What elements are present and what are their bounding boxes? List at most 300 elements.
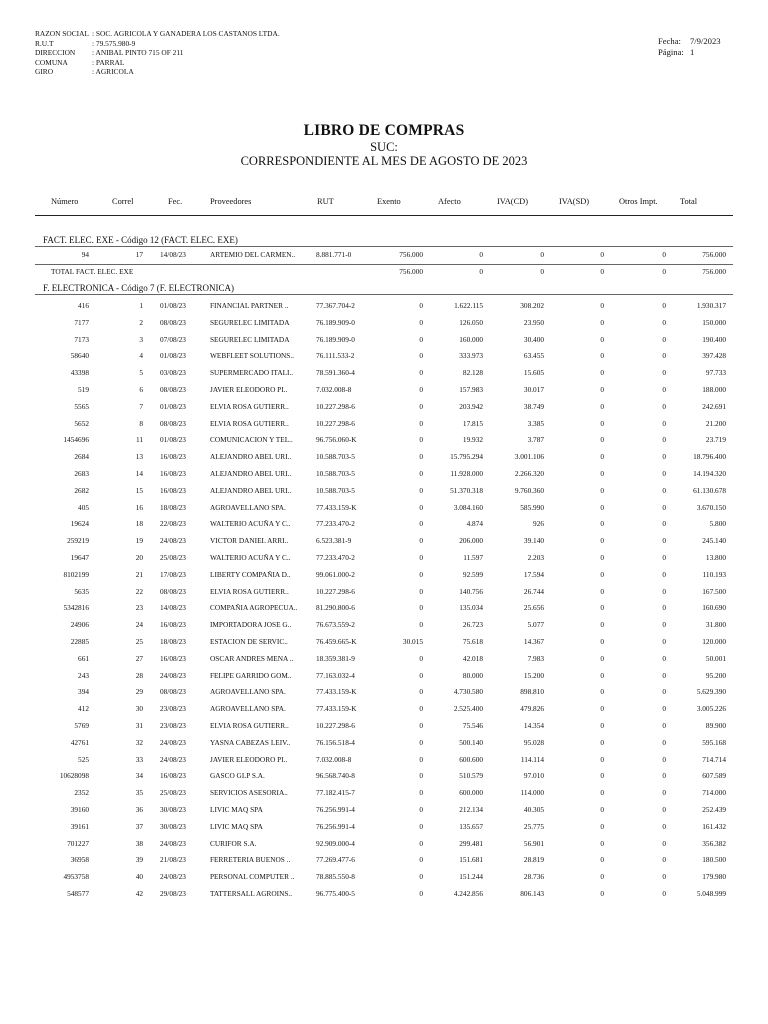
cell-afecto: 1.622.115 bbox=[454, 301, 483, 310]
cell-exento: 0 bbox=[419, 687, 423, 697]
cell-numero: 548577 bbox=[67, 889, 89, 898]
cell-total: 21.200 bbox=[705, 418, 726, 428]
cell-correl: 27 bbox=[135, 653, 143, 663]
cell-total: 356.382 bbox=[702, 838, 726, 848]
pagina-value: 1 bbox=[690, 47, 695, 57]
total-exento: 756.000 bbox=[399, 267, 423, 276]
cell-afecto: 2.525.400 bbox=[453, 704, 483, 714]
cell-exento: 0 bbox=[419, 301, 423, 310]
cell-fecha: 23/08/23 bbox=[160, 704, 186, 714]
cell-afecto: 140.756 bbox=[459, 586, 483, 596]
cell-iva-sd: 0 bbox=[600, 368, 604, 378]
cell-rut: 10.227.298-6 bbox=[316, 721, 355, 730]
cell-proveedor: COMUNICACION Y TEL.. bbox=[210, 435, 293, 445]
cell-proveedor: ELVIA ROSA GUTIERR.. bbox=[210, 586, 289, 596]
cell-iva-cd: 898.810 bbox=[520, 687, 544, 697]
cell-exento: 0 bbox=[419, 771, 423, 781]
cell-otros: 0 bbox=[662, 704, 666, 714]
cell-total: 180.500 bbox=[702, 855, 726, 865]
cell-rut: 7.032.008-8 bbox=[316, 754, 352, 764]
cell-exento: 30.015 bbox=[402, 637, 423, 646]
cell-exento: 0 bbox=[419, 737, 423, 747]
cell-total: 97.733 bbox=[705, 368, 726, 378]
cell-afecto: 15.795.294 bbox=[450, 452, 483, 462]
cell-correl: 7 bbox=[139, 401, 143, 411]
cell-rut: 77.433.159-K bbox=[316, 704, 357, 714]
cell-correl: 30 bbox=[135, 704, 143, 714]
cell-numero: 8102199 bbox=[63, 569, 89, 579]
cell-exento: 0 bbox=[419, 452, 423, 462]
cell-iva-sd: 0 bbox=[600, 721, 604, 730]
cell-correl: 21 bbox=[135, 569, 143, 579]
total-total: 756.000 bbox=[702, 267, 726, 276]
cell-correl: 1 bbox=[139, 301, 143, 310]
cell-numero: 1454696 bbox=[63, 435, 89, 445]
cell-correl: 17 bbox=[135, 250, 143, 259]
cell-total: 607.589 bbox=[702, 771, 726, 781]
table-row bbox=[0, 670, 768, 682]
cell-iva-sd: 0 bbox=[600, 435, 604, 445]
cell-fecha: 30/08/23 bbox=[160, 821, 186, 831]
cell-proveedor: AGROAVELLANO SPA. bbox=[210, 687, 286, 697]
table-row bbox=[0, 636, 768, 648]
cell-exento: 756.000 bbox=[399, 250, 423, 259]
cell-otros: 0 bbox=[662, 536, 666, 546]
col-numero: Número bbox=[51, 197, 79, 206]
pagina-label: Página: bbox=[658, 47, 684, 57]
cell-afecto: 151.681 bbox=[459, 855, 483, 865]
cell-afecto: 19.932 bbox=[462, 435, 483, 445]
cell-total: 50.001 bbox=[705, 653, 726, 663]
cell-iva-sd: 0 bbox=[600, 687, 604, 697]
cell-fecha: 08/08/23 bbox=[160, 418, 186, 428]
cell-otros: 0 bbox=[662, 418, 666, 428]
cell-rut: 92.909.000-4 bbox=[316, 838, 355, 848]
cell-iva-cd: 26.744 bbox=[523, 586, 544, 596]
cell-exento: 0 bbox=[419, 485, 423, 495]
cell-total: 167.500 bbox=[702, 586, 726, 596]
cell-otros: 0 bbox=[662, 250, 666, 259]
cell-correl: 24 bbox=[135, 620, 143, 630]
cell-exento: 0 bbox=[419, 821, 423, 831]
cell-proveedor: SUPERMERCADO ITALI.. bbox=[210, 368, 294, 378]
cell-numero: 7177 bbox=[74, 317, 89, 327]
cell-proveedor: PERSONAL COMPUTER .. bbox=[210, 872, 295, 882]
cell-afecto: 600.600 bbox=[459, 754, 483, 764]
cell-correl: 42 bbox=[135, 889, 143, 898]
cell-afecto: 333.973 bbox=[459, 351, 483, 361]
cell-fecha: 25/08/23 bbox=[160, 553, 186, 562]
cell-proveedor: ELVIA ROSA GUTIERR.. bbox=[210, 401, 289, 411]
cell-iva-cd: 14.367 bbox=[523, 637, 544, 646]
cell-correl: 3 bbox=[139, 334, 143, 344]
cell-numero: 36958 bbox=[70, 855, 89, 865]
cell-total: 5.629.390 bbox=[696, 687, 726, 697]
cell-numero: 259219 bbox=[67, 536, 89, 546]
cell-proveedor: ELVIA ROSA GUTIERR.. bbox=[210, 721, 289, 730]
cell-exento: 0 bbox=[419, 788, 423, 798]
cell-otros: 0 bbox=[662, 502, 666, 512]
cell-iva-cd: 2.203 bbox=[527, 553, 544, 562]
cell-proveedor: SEGURELEC LIMITADA bbox=[210, 334, 290, 344]
table-row bbox=[0, 317, 768, 329]
cell-otros: 0 bbox=[662, 737, 666, 747]
cell-fecha: 16/08/23 bbox=[160, 469, 186, 478]
cell-afecto: 75.546 bbox=[462, 721, 483, 730]
cell-exento: 0 bbox=[419, 317, 423, 327]
table-row bbox=[0, 350, 768, 362]
cell-numero: 43398 bbox=[70, 368, 89, 378]
table-row bbox=[0, 535, 768, 547]
cell-otros: 0 bbox=[662, 855, 666, 865]
cell-exento: 0 bbox=[419, 569, 423, 579]
cell-otros: 0 bbox=[662, 821, 666, 831]
cell-iva-sd: 0 bbox=[600, 788, 604, 798]
cell-exento: 0 bbox=[419, 418, 423, 428]
cell-fecha: 01/08/23 bbox=[160, 401, 186, 411]
cell-fecha: 18/08/23 bbox=[160, 502, 186, 512]
cell-correl: 15 bbox=[135, 485, 143, 495]
cell-correl: 20 bbox=[135, 553, 143, 562]
cell-numero: 5565 bbox=[74, 401, 89, 411]
cell-exento: 0 bbox=[419, 435, 423, 445]
cell-exento: 0 bbox=[419, 620, 423, 630]
cell-iva-cd: 3.385 bbox=[527, 418, 544, 428]
cell-rut: 77.233.470-2 bbox=[316, 553, 355, 562]
company-info-label: RAZON SOCIAL bbox=[35, 29, 89, 38]
cell-exento: 0 bbox=[419, 603, 423, 613]
table-row bbox=[0, 300, 768, 312]
cell-rut: 78.885.550-8 bbox=[316, 872, 355, 882]
cell-afecto: 151.244 bbox=[459, 872, 483, 882]
cell-total: 18.796.400 bbox=[693, 452, 726, 462]
cell-rut: 76.256.991-4 bbox=[316, 805, 355, 814]
table-row bbox=[0, 720, 768, 732]
table-row bbox=[0, 502, 768, 514]
cell-afecto: 135.657 bbox=[459, 821, 483, 831]
cell-proveedor: ALEJANDRO ABEL URI.. bbox=[210, 469, 292, 478]
cell-iva-cd: 926 bbox=[533, 519, 544, 529]
section1-total-row bbox=[0, 266, 768, 278]
cell-iva-sd: 0 bbox=[600, 704, 604, 714]
cell-iva-cd: 7.983 bbox=[527, 653, 544, 663]
cell-proveedor: LIBERTY COMPAÑIA D.. bbox=[210, 569, 291, 579]
cell-proveedor: SERVICIOS ASESORIA.. bbox=[210, 788, 288, 798]
cell-total: 160.690 bbox=[702, 603, 726, 613]
cell-otros: 0 bbox=[662, 401, 666, 411]
cell-iva-sd: 0 bbox=[600, 838, 604, 848]
cell-iva-sd: 0 bbox=[600, 536, 604, 546]
cell-iva-cd: 28.819 bbox=[523, 855, 544, 865]
section1-total-rule bbox=[35, 264, 733, 265]
cell-otros: 0 bbox=[662, 603, 666, 613]
cell-fecha: 24/08/23 bbox=[160, 536, 186, 546]
cell-iva-sd: 0 bbox=[600, 301, 604, 310]
cell-rut: 76.459.665-K bbox=[316, 637, 357, 646]
cell-exento: 0 bbox=[419, 334, 423, 344]
cell-total: 23.719 bbox=[705, 435, 726, 445]
cell-proveedor: WEBFLEET SOLUTIONS.. bbox=[210, 351, 294, 361]
cell-rut: 76.111.533-2 bbox=[316, 351, 355, 361]
company-info-row bbox=[35, 39, 280, 49]
cell-otros: 0 bbox=[662, 469, 666, 478]
cell-total: 188.000 bbox=[702, 385, 726, 394]
cell-numero: 2684 bbox=[74, 452, 89, 462]
cell-proveedor: JAVIER ELEODORO PI.. bbox=[210, 754, 288, 764]
cell-iva-sd: 0 bbox=[600, 754, 604, 764]
cell-correl: 13 bbox=[135, 452, 143, 462]
cell-otros: 0 bbox=[662, 721, 666, 730]
cell-proveedor: ALEJANDRO ABEL URI.. bbox=[210, 452, 292, 462]
cell-total: 245.140 bbox=[702, 536, 726, 546]
table-row bbox=[0, 871, 768, 883]
cell-afecto: 75.618 bbox=[462, 637, 483, 646]
cell-total: 397.428 bbox=[702, 351, 726, 361]
table-row bbox=[0, 619, 768, 631]
cell-iva-sd: 0 bbox=[600, 603, 604, 613]
company-info-value: : SOC. AGRICOLA Y GANADERA LOS CASTANOS LTDA. bbox=[92, 29, 280, 38]
col-proveedores: Proveedores bbox=[210, 197, 252, 206]
cell-total: 161.432 bbox=[702, 821, 726, 831]
cell-fecha: 01/08/23 bbox=[160, 435, 186, 445]
cell-afecto: 11.928.000 bbox=[450, 469, 483, 478]
cell-correl: 4 bbox=[139, 351, 143, 361]
cell-otros: 0 bbox=[662, 653, 666, 663]
cell-iva-sd: 0 bbox=[600, 586, 604, 596]
table-row bbox=[0, 821, 768, 833]
table-row bbox=[0, 451, 768, 463]
cell-numero: 5342816 bbox=[63, 603, 89, 613]
cell-iva-sd: 0 bbox=[600, 502, 604, 512]
cell-iva-sd: 0 bbox=[600, 889, 604, 898]
cell-exento: 0 bbox=[419, 704, 423, 714]
section2-rule bbox=[35, 294, 733, 295]
cell-numero: 5635 bbox=[74, 586, 89, 596]
cell-rut: 96.775.400-5 bbox=[316, 889, 355, 898]
cell-otros: 0 bbox=[662, 620, 666, 630]
cell-rut: 77.433.159-K bbox=[316, 502, 357, 512]
cell-otros: 0 bbox=[662, 385, 666, 394]
cell-proveedor: CURIFOR S.A. bbox=[210, 838, 257, 848]
table-row bbox=[0, 485, 768, 497]
cell-numero: 701227 bbox=[67, 838, 89, 848]
total-iva-sd: 0 bbox=[600, 267, 604, 276]
cell-total: 5.048.999 bbox=[696, 889, 726, 898]
cell-rut: 7.032.008-8 bbox=[316, 385, 352, 394]
cell-proveedor: JAVIER ELEODORO PI.. bbox=[210, 385, 288, 394]
cell-rut: 10.227.298-6 bbox=[316, 401, 355, 411]
cell-iva-sd: 0 bbox=[600, 637, 604, 646]
table-row bbox=[0, 737, 768, 749]
cell-iva-sd: 0 bbox=[600, 855, 604, 865]
cell-iva-sd: 0 bbox=[600, 401, 604, 411]
cell-iva-cd: 479.826 bbox=[520, 704, 544, 714]
cell-numero: 39161 bbox=[70, 821, 89, 831]
cell-total: 14.194.320 bbox=[693, 469, 726, 478]
cell-iva-cd: 2.266.320 bbox=[514, 469, 544, 478]
company-info bbox=[35, 29, 280, 77]
cell-numero: 58640 bbox=[70, 351, 89, 361]
cell-afecto: 299.481 bbox=[459, 838, 483, 848]
cell-exento: 0 bbox=[419, 872, 423, 882]
cell-afecto: 80.000 bbox=[462, 670, 483, 680]
cell-iva-cd: 25.656 bbox=[523, 603, 544, 613]
table-row bbox=[0, 888, 768, 900]
cell-afecto: 206.000 bbox=[459, 536, 483, 546]
cell-proveedor: COMPAÑIA AGROPECUA.. bbox=[210, 603, 298, 613]
cell-afecto: 42.018 bbox=[462, 653, 483, 663]
total-label: TOTAL bbox=[51, 267, 75, 276]
cell-iva-sd: 0 bbox=[600, 771, 604, 781]
table-row bbox=[0, 653, 768, 665]
cell-otros: 0 bbox=[662, 519, 666, 529]
cell-iva-sd: 0 bbox=[600, 569, 604, 579]
cell-iva-cd: 28.736 bbox=[523, 872, 544, 882]
cell-correl: 22 bbox=[135, 586, 143, 596]
total-afecto: 0 bbox=[479, 267, 483, 276]
cell-rut: 77.433.159-K bbox=[316, 687, 357, 697]
cell-proveedor: ESTACION DE SERVIC.. bbox=[210, 637, 288, 646]
cell-exento: 0 bbox=[419, 401, 423, 411]
cell-total: 89.900 bbox=[705, 721, 726, 730]
cell-iva-cd: 95.028 bbox=[523, 737, 544, 747]
cell-fecha: 08/08/23 bbox=[160, 687, 186, 697]
cell-iva-sd: 0 bbox=[600, 670, 604, 680]
cell-exento: 0 bbox=[419, 536, 423, 546]
cell-iva-cd: 9.760.360 bbox=[514, 485, 544, 495]
table-row bbox=[0, 703, 768, 715]
cell-proveedor: YASNA CABEZAS LEIV.. bbox=[210, 737, 291, 747]
cell-fecha: 22/08/23 bbox=[160, 519, 186, 529]
cell-numero: 661 bbox=[78, 653, 89, 663]
cell-proveedor: LIVIC MAQ SPA bbox=[210, 821, 263, 831]
header-rule bbox=[35, 215, 733, 216]
cell-iva-cd: 585.990 bbox=[520, 502, 544, 512]
cell-correl: 6 bbox=[139, 385, 143, 394]
cell-afecto: 4.730.580 bbox=[453, 687, 483, 697]
cell-numero: 405 bbox=[78, 502, 89, 512]
cell-rut: 76.673.559-2 bbox=[316, 620, 355, 630]
cell-otros: 0 bbox=[662, 317, 666, 327]
section-title-f-electronica: F. ELECTRONICA - Código 7 (F. ELECTRONICA) bbox=[43, 283, 235, 293]
company-info-label: DIRECCION bbox=[35, 48, 76, 58]
cell-correl: 23 bbox=[135, 603, 143, 613]
cell-numero: 412 bbox=[78, 704, 89, 714]
cell-iva-cd: 15.200 bbox=[523, 670, 544, 680]
cell-afecto: 135.034 bbox=[459, 603, 483, 613]
fecha-value: 7/9/2023 bbox=[690, 36, 721, 46]
cell-fecha: 14/08/23 bbox=[160, 603, 186, 613]
cell-proveedor: IMPORTADORA JOSE G.. bbox=[210, 620, 292, 630]
table-row bbox=[0, 468, 768, 480]
cell-fecha: 01/08/23 bbox=[160, 351, 186, 361]
cell-numero: 2682 bbox=[74, 485, 89, 495]
cell-afecto: 126.050 bbox=[459, 317, 483, 327]
cell-rut: 76.256.991-4 bbox=[316, 821, 355, 831]
table-row bbox=[0, 434, 768, 446]
cell-total: 179.980 bbox=[702, 872, 726, 882]
cell-afecto: 600.000 bbox=[459, 788, 483, 798]
cell-iva-cd: 56.901 bbox=[523, 838, 544, 848]
cell-afecto: 17.815 bbox=[462, 418, 483, 428]
company-info-value: : ANIBAL PINTO 715 OF 211 bbox=[92, 48, 184, 58]
cell-rut: 10.588.703-5 bbox=[316, 485, 355, 495]
cell-iva-sd: 0 bbox=[600, 553, 604, 562]
cell-afecto: 0 bbox=[479, 250, 483, 259]
report-title: LIBRO DE COMPRAS bbox=[303, 122, 465, 139]
cell-otros: 0 bbox=[662, 569, 666, 579]
cell-rut: 77.233.470-2 bbox=[316, 519, 355, 529]
cell-otros: 0 bbox=[662, 889, 666, 898]
table-row bbox=[0, 804, 768, 816]
cell-afecto: 51.370.318 bbox=[450, 485, 483, 495]
cell-numero: 39160 bbox=[70, 805, 89, 814]
cell-afecto: 11.597 bbox=[463, 553, 483, 562]
cell-proveedor: FINANCIAL PARTNER .. bbox=[210, 301, 289, 310]
cell-proveedor: AGROAVELLANO SPA. bbox=[210, 704, 286, 714]
cell-otros: 0 bbox=[662, 452, 666, 462]
cell-correl: 8 bbox=[139, 418, 143, 428]
cell-proveedor: FELIPE GARRIDO GOM.. bbox=[210, 670, 292, 680]
col-rut: RUT bbox=[317, 197, 334, 206]
total-otros: 0 bbox=[662, 267, 666, 276]
cell-iva-cd: 63.455 bbox=[523, 351, 544, 361]
cell-total: 95.200 bbox=[705, 670, 726, 680]
cell-proveedor: ALEJANDRO ABEL URI.. bbox=[210, 485, 292, 495]
cell-rut: 10.227.298-6 bbox=[316, 418, 355, 428]
cell-afecto: 510.579 bbox=[459, 771, 483, 781]
cell-rut: 6.523.381-9 bbox=[316, 536, 352, 546]
cell-iva-cd: 14.354 bbox=[523, 721, 544, 730]
company-info-label: GIRO bbox=[35, 67, 54, 77]
cell-numero: 5769 bbox=[74, 721, 89, 730]
cell-iva-cd: 806.143 bbox=[520, 889, 544, 898]
col-iva-cd: IVA(CD) bbox=[497, 197, 529, 206]
cell-correl: 39 bbox=[135, 855, 143, 865]
company-info-value: : 79.575.980-9 bbox=[92, 38, 136, 48]
report-suc: SUC: bbox=[370, 140, 398, 154]
cell-iva-sd: 0 bbox=[600, 385, 604, 394]
cell-exento: 0 bbox=[419, 754, 423, 764]
cell-afecto: 82.128 bbox=[462, 368, 483, 378]
cell-afecto: 160.000 bbox=[459, 334, 483, 344]
cell-iva-cd: 3.001.106 bbox=[514, 452, 544, 462]
cell-afecto: 4.242.856 bbox=[453, 889, 483, 898]
cell-exento: 0 bbox=[419, 385, 423, 394]
cell-proveedor: ELVIA ROSA GUTIERR.. bbox=[210, 418, 289, 428]
company-info-row bbox=[35, 29, 280, 39]
cell-otros: 0 bbox=[662, 771, 666, 781]
cell-total: 61.130.678 bbox=[693, 485, 726, 495]
cell-exento: 0 bbox=[419, 721, 423, 730]
cell-fecha: 24/08/23 bbox=[160, 737, 186, 747]
cell-exento: 0 bbox=[419, 586, 423, 596]
cell-otros: 0 bbox=[662, 670, 666, 680]
cell-rut: 76.189.909-0 bbox=[316, 334, 355, 344]
cell-otros: 0 bbox=[662, 368, 666, 378]
cell-fecha: 01/08/23 bbox=[160, 301, 186, 310]
cell-fecha: 24/08/23 bbox=[160, 670, 186, 680]
cell-total: 242.691 bbox=[702, 401, 726, 411]
cell-correl: 14 bbox=[135, 469, 143, 478]
table-row bbox=[0, 787, 768, 799]
cell-rut: 10.588.703-5 bbox=[316, 469, 355, 478]
cell-iva-cd: 17.594 bbox=[523, 569, 544, 579]
company-info-value: : PARRAL bbox=[92, 57, 125, 67]
total-desc: FACT. ELEC. EXE bbox=[76, 267, 134, 276]
report-title-block bbox=[0, 121, 768, 169]
cell-fecha: 18/08/23 bbox=[160, 637, 186, 646]
